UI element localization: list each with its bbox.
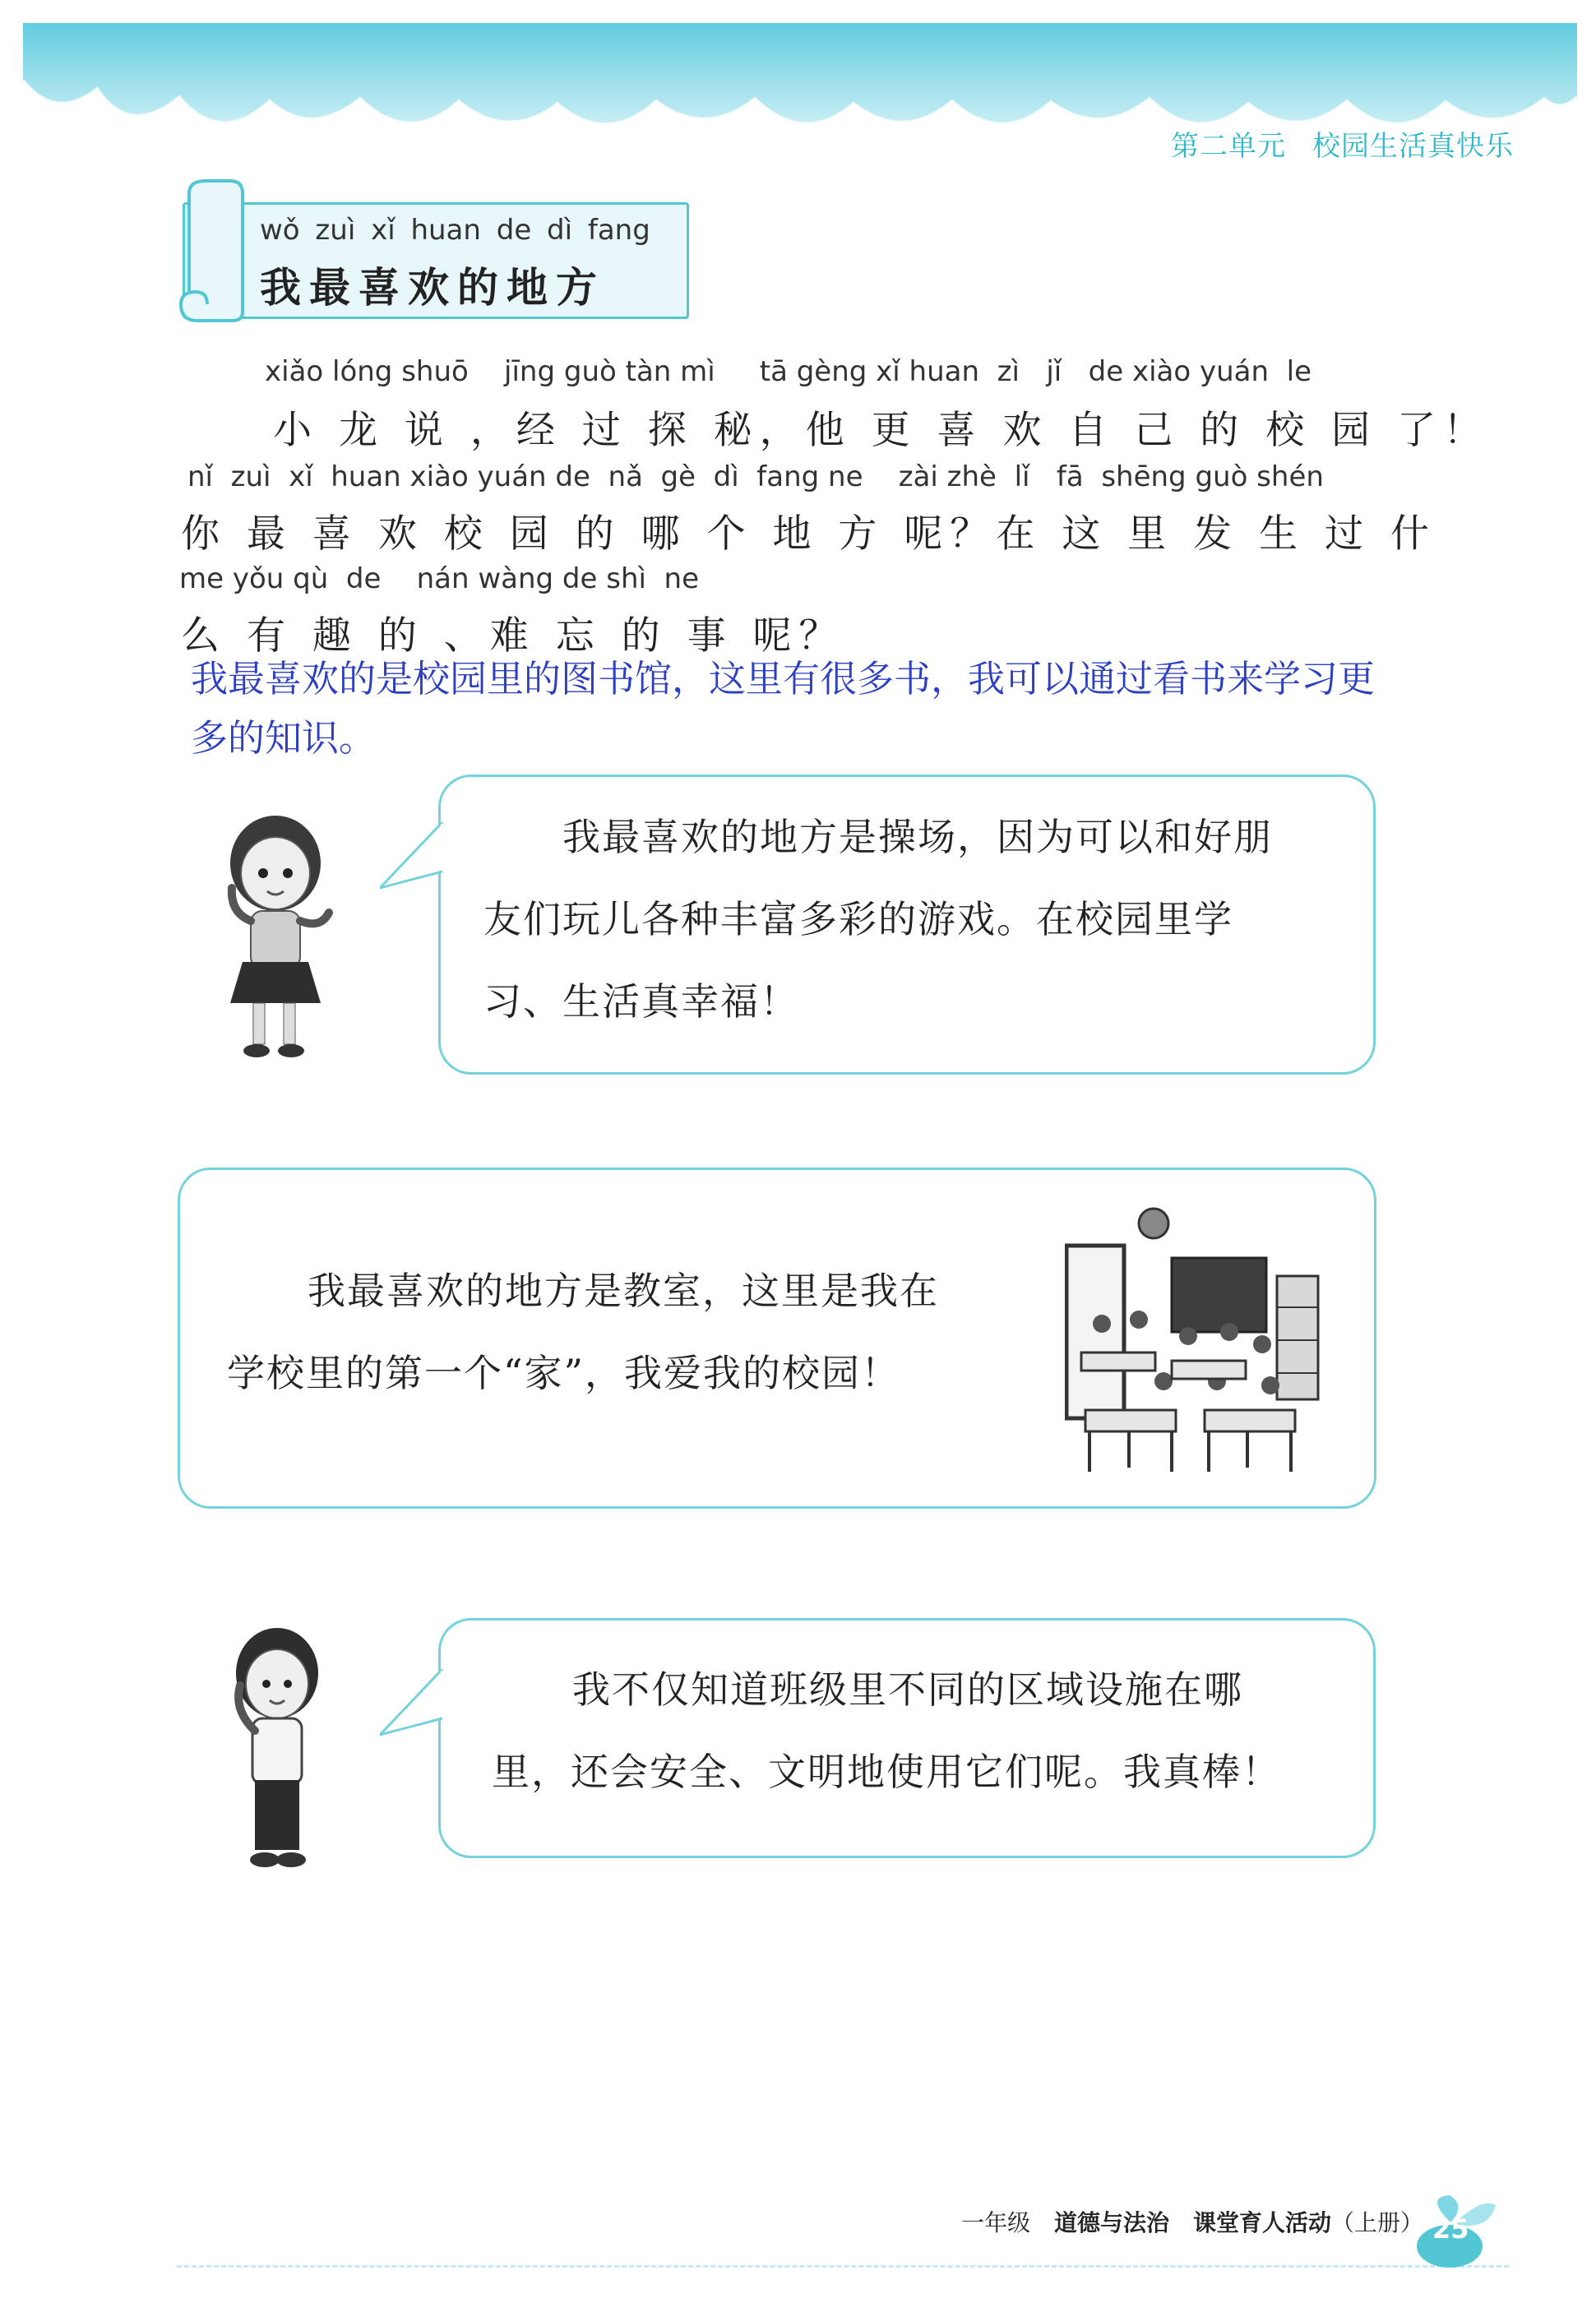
girl-illustration-2 <box>215 1620 339 1883</box>
prompt-line-3: 么 有 趣 的 、难 忘 的 事 呢？ <box>181 613 845 659</box>
bubble-1-tail <box>380 822 444 896</box>
prompt-pinyin-2: nǐ zuì xǐ huan xiào yuán de nǎ gè dì fang ne zài zhè lǐ fā shēng guò shén <box>187 460 1324 493</box>
page-number: 25 <box>1432 2213 1469 2245</box>
prompt-pinyin-3: me yǒu qù de nán wàng de shì ne <box>179 562 700 595</box>
bubble-1-text <box>483 796 1273 1043</box>
section-title-pinyin: wǒ zuì xǐ huan de dì fang <box>260 214 650 247</box>
footer-subject: 道德与法治 <box>1054 2209 1170 2236</box>
bubble-2-text <box>227 1250 939 1414</box>
student-answer: 我最喜欢的是校园里的图书馆，这里有很多书，我可以通过看书来学习更多的知识。 <box>191 657 1376 760</box>
unit-label: 第二单元 <box>1171 130 1286 163</box>
bubble-3-line-1: 我不仅知道班级里不同的区域设施在哪 <box>572 1667 1243 1712</box>
bubble-3-tail <box>380 1669 444 1743</box>
unit-title: 校园生活真快乐 <box>1312 130 1514 163</box>
section-title: 我最喜欢的地方 <box>260 264 605 312</box>
footer-info <box>945 2205 1423 2238</box>
bubble-2-line-2: 学校里的第一个“家”，我爱我的校园！ <box>227 1351 901 1395</box>
prompt-pinyin-1: xiǎo lóng shuō jīng guò tàn mì tā gèng xǐ huan zì jǐ de xiào yuán le <box>265 355 1312 388</box>
bubble-3-text <box>492 1648 1281 1813</box>
footer-book: 课堂育人活动 <box>1192 2209 1331 2236</box>
bubble-2-line-1: 我最喜欢的地方是教室，这里是我在 <box>308 1269 939 1313</box>
bubble-1-line-2: 友们玩儿各种丰富多彩的游戏。在校园里学 <box>483 897 1233 941</box>
girl-illustration <box>206 806 345 1069</box>
bubble-1-line-3: 习、生活真幸福！ <box>483 979 799 1024</box>
footer-divider <box>177 2265 1509 2268</box>
unit-header <box>1171 123 1514 164</box>
scroll-icon <box>173 177 247 325</box>
prompt-line-1: 小 龙 说 ，经 过 探 秘，他 更 喜 欢 自 己 的 校 园 了！ <box>273 408 1490 453</box>
footer-grade: 一年级 <box>961 2209 1031 2236</box>
bubble-3-line-2: 里，还会安全、文明地使用它们呢。我真棒！ <box>492 1750 1281 1794</box>
bubble-1-line-1: 我最喜欢的地方是操场，因为可以和好朋 <box>562 815 1273 859</box>
prompt-line-2: 你 最 喜 欢 校 园 的 哪 个 地 方 呢？在 这 里 发 生 过 什 <box>181 511 1436 557</box>
classroom-illustration <box>1065 1200 1326 1480</box>
footer-volume: （上册） <box>1330 2209 1423 2236</box>
